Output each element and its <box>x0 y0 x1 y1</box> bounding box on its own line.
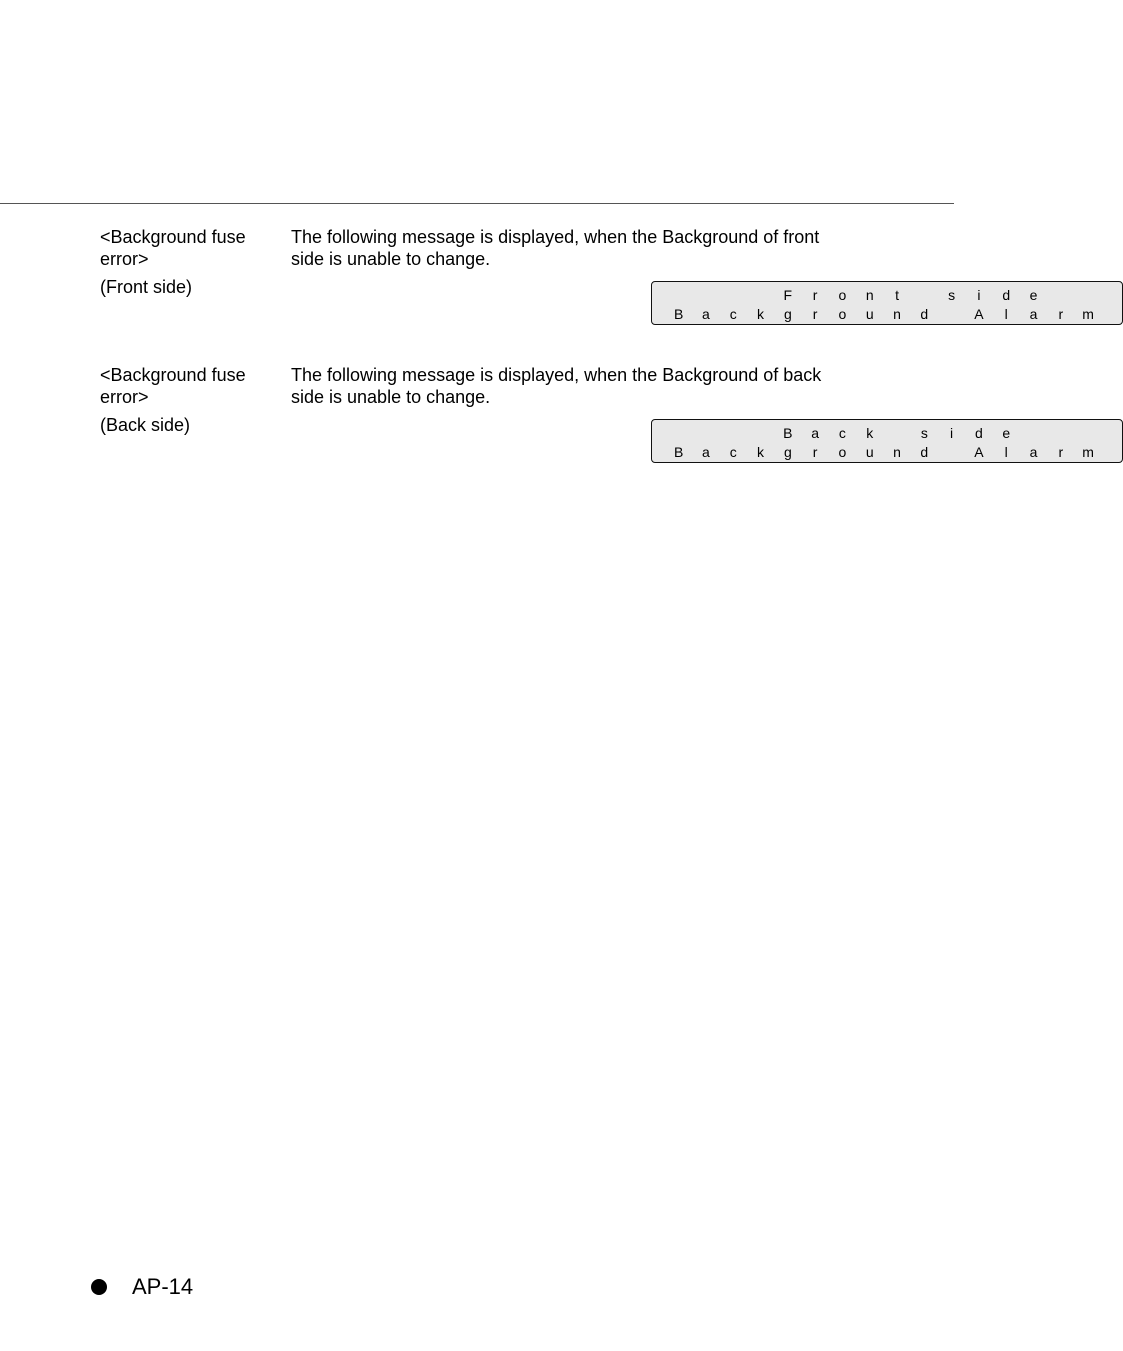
lcd-line-1 <box>665 425 1020 441</box>
entry-description-text: The following message is displayed, when the Background of back side is unable to change. <box>291 365 822 407</box>
lcd-char: c <box>729 306 737 322</box>
lcd-char: m <box>1082 306 1094 322</box>
entry-description <box>291 364 1094 460</box>
lcd-char: o <box>838 306 847 322</box>
lcd-char: d <box>975 425 983 441</box>
entry-description-text: The following message is displayed, when the Background of front side is unable to change. <box>291 227 820 269</box>
lcd-char: t <box>895 287 899 303</box>
lcd-char <box>692 425 719 441</box>
header-rule <box>0 203 954 204</box>
lcd-char <box>747 287 774 303</box>
lcd-line-2 <box>665 444 1102 460</box>
lcd-char <box>720 287 747 303</box>
lcd-char <box>720 425 747 441</box>
lcd-char: i <box>977 287 981 303</box>
entry-term <box>100 364 280 436</box>
lcd-char: B <box>673 444 684 460</box>
lcd-char: e <box>1002 425 1011 441</box>
lcd-char: g <box>783 306 792 322</box>
lcd-char: B <box>783 425 793 441</box>
lcd-char <box>883 425 910 441</box>
lcd-char: l <box>1004 306 1008 322</box>
lcd-char: s <box>920 425 928 441</box>
lcd-char: r <box>1058 306 1064 322</box>
lcd-line-2 <box>665 306 1102 322</box>
entry-side-label: (Front side) <box>100 277 193 297</box>
entry-title: <Background fuse error> <box>100 365 246 407</box>
lcd-char: d <box>920 444 929 460</box>
lcd-char: k <box>757 306 765 322</box>
lcd-char: a <box>702 306 710 322</box>
lcd-char: u <box>865 306 874 322</box>
bullet-icon <box>91 1279 107 1295</box>
lcd-char <box>911 287 938 303</box>
lcd-char: c <box>729 444 737 460</box>
lcd-char <box>665 287 692 303</box>
lcd-char: e <box>1029 287 1038 303</box>
entry-term <box>100 226 280 298</box>
lcd-char <box>938 444 965 460</box>
lcd-char: A <box>974 306 984 322</box>
lcd-char: c <box>838 425 846 441</box>
lcd-char: B <box>673 306 684 322</box>
lcd-char <box>747 425 774 441</box>
lcd-char: r <box>1058 444 1064 460</box>
lcd-char: a <box>702 444 710 460</box>
lcd-char: A <box>974 444 984 460</box>
lcd-char: a <box>811 425 820 441</box>
lcd-char: k <box>757 444 765 460</box>
lcd-char: o <box>838 444 847 460</box>
lcd-char <box>665 425 692 441</box>
page-number: AP-14 <box>132 1274 194 1299</box>
lcd-display <box>651 419 1123 463</box>
lcd-display <box>651 281 1123 325</box>
lcd-char <box>938 306 965 322</box>
lcd-char: r <box>812 306 818 322</box>
lcd-char: l <box>1004 444 1008 460</box>
entry-title: <Background fuse error> <box>100 227 246 269</box>
lcd-char: n <box>893 444 901 460</box>
lcd-char: d <box>920 306 929 322</box>
lcd-char: k <box>866 425 874 441</box>
lcd-char: n <box>865 287 874 303</box>
lcd-char: o <box>838 287 847 303</box>
entry-side-label: (Back side) <box>100 415 191 435</box>
lcd-char: d <box>1002 287 1011 303</box>
lcd-char: r <box>812 444 818 460</box>
lcd-char <box>692 287 719 303</box>
lcd-char: n <box>893 306 901 322</box>
lcd-char: i <box>950 425 954 441</box>
lcd-char: s <box>948 287 956 303</box>
lcd-char: a <box>1029 444 1038 460</box>
entry-description <box>291 226 1094 322</box>
lcd-char: r <box>812 287 818 303</box>
lcd-line-1 <box>665 287 1047 303</box>
lcd-char: a <box>1029 306 1038 322</box>
lcd-char: F <box>783 287 793 303</box>
lcd-char: g <box>783 444 792 460</box>
lcd-char: m <box>1082 444 1094 460</box>
lcd-char: u <box>865 444 874 460</box>
